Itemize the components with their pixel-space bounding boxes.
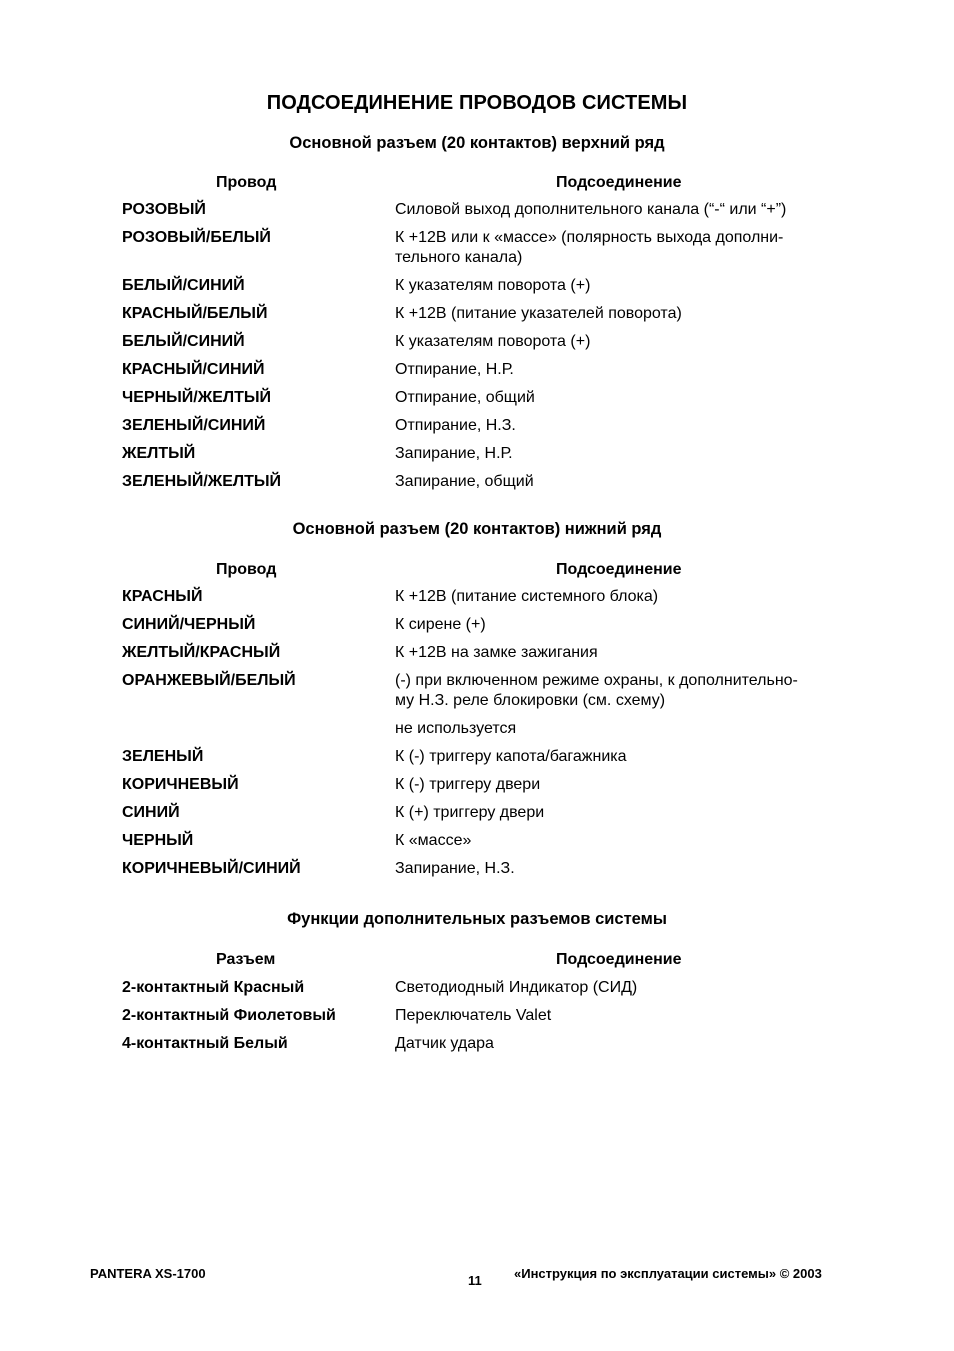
connection-line: К (-) триггеру двери	[395, 776, 541, 793]
connection-line: К +12В или к «массе» (полярность выхода дополни-	[395, 229, 784, 246]
wire-color-label: ЗЕЛЕНЫЙ/ЖЕЛТЫЙ	[122, 473, 282, 490]
table-row	[122, 747, 862, 767]
connection-description	[395, 859, 862, 879]
footer-copyright: «Инструкция по эксплуатации системы» © 2003	[514, 1266, 822, 1281]
connection-description	[395, 1006, 862, 1026]
column-header-wire: Провод	[216, 561, 277, 578]
connection-description	[395, 1034, 862, 1054]
table-row	[122, 332, 862, 352]
connection-line: К сирене (+)	[395, 616, 486, 633]
connection-description	[395, 671, 862, 711]
column-header-wire: Провод	[216, 174, 277, 191]
wire-color-label: РОЗОВЫЙ	[122, 201, 206, 218]
wire-color-label: БЕЛЫЙ/СИНИЙ	[122, 333, 245, 350]
table-row	[122, 643, 862, 663]
connection-line: Датчик удара	[395, 1035, 494, 1052]
connection-description	[395, 200, 862, 220]
wire-color-label: КРАСНЫЙ/БЕЛЫЙ	[122, 305, 268, 322]
connection-description	[395, 719, 862, 739]
table-row	[122, 200, 862, 220]
connection-line: Отпирание, общий	[395, 389, 535, 406]
connection-description	[395, 831, 862, 851]
table-row	[122, 978, 862, 998]
wire-color-label: СИНИЙ/ЧЕРНЫЙ	[122, 616, 256, 633]
connection-line: Силовой выход дополнительного канала (“-“ или “+”)	[395, 201, 787, 218]
wire-color-label: ЗЕЛЕНЫЙ	[122, 748, 204, 765]
connection-line: Запирание, Н.З.	[395, 860, 515, 877]
connection-description	[395, 803, 862, 823]
wire-color-label: КОРИЧНЕВЫЙ/СИНИЙ	[122, 860, 301, 877]
wire-color-label: КРАСНЫЙ/СИНИЙ	[122, 361, 265, 378]
connection-description	[395, 276, 862, 296]
column-header-connector: Разъем	[216, 951, 276, 968]
wire-color-label: РОЗОВЫЙ/БЕЛЫЙ	[122, 229, 271, 246]
wire-color-label: ЗЕЛЕНЫЙ/СИНИЙ	[122, 417, 266, 434]
table-row	[122, 775, 862, 795]
page-title: ПОДСОЕДИНЕНИЕ ПРОВОДОВ СИСТЕМЫ	[266, 92, 688, 114]
connection-description	[395, 615, 862, 635]
connection-line: не используется	[395, 720, 517, 737]
table-row	[122, 360, 862, 380]
table-row	[122, 615, 862, 635]
table-row	[122, 388, 862, 408]
connection-description	[395, 304, 862, 324]
connection-line: му Н.З. реле блокировки (см. схему)	[395, 692, 666, 709]
section-title-top-row: Основной разъем (20 контактов) верхний ряд	[289, 134, 665, 152]
wire-color-label: ЧЕРНЫЙ/ЖЕЛТЫЙ	[122, 389, 272, 406]
wire-color-label: СИНИЙ	[122, 804, 180, 821]
wire-color-label: КОРИЧНЕВЫЙ	[122, 776, 239, 793]
column-header-connection: Подсоединение	[556, 951, 682, 968]
connection-line: К +12В на замке зажигания	[395, 644, 598, 661]
table-row	[122, 587, 862, 607]
section-title-bottom-row: Основной разъем (20 контактов) нижний ряд	[292, 520, 662, 538]
table-row	[122, 416, 862, 436]
wire-color-label: 2-контактный Красный	[122, 979, 305, 996]
connection-line: Запирание, Н.Р.	[395, 445, 513, 462]
connection-line: Светодиодный Индикатор (СИД)	[395, 979, 638, 996]
wire-color-label: ЧЕРНЫЙ	[122, 832, 194, 849]
connection-description	[395, 332, 862, 352]
wire-table-top-row	[122, 200, 862, 500]
connection-description	[395, 587, 862, 607]
table-row	[122, 719, 862, 739]
wire-color-label: ЖЕЛТЫЙ	[122, 445, 196, 462]
connection-line: К указателям поворота (+)	[395, 333, 591, 350]
table-row	[122, 831, 862, 851]
page-number: 11	[468, 1273, 482, 1288]
wire-color-label: 4-контактный Белый	[122, 1035, 288, 1052]
table-row	[122, 304, 862, 324]
connection-description	[395, 444, 862, 464]
table-row	[122, 276, 862, 296]
table-row	[122, 472, 862, 492]
table-row	[122, 228, 862, 268]
connection-line: Запирание, общий	[395, 473, 534, 490]
connector-table	[122, 978, 862, 1062]
table-row	[122, 671, 862, 711]
wire-table-bottom-row	[122, 587, 862, 887]
connection-line: Отпирание, Н.З.	[395, 417, 516, 434]
connection-line: К (+) триггеру двери	[395, 804, 545, 821]
connection-line: К (-) триггеру капота/багажника	[395, 748, 627, 765]
section-title-extra-connectors: Функции дополнительных разъемов системы	[287, 910, 667, 928]
connection-description	[395, 416, 862, 436]
table-row	[122, 444, 862, 464]
wire-color-label	[122, 719, 395, 739]
connection-description	[395, 360, 862, 380]
connection-line: К +12В (питание системного блока)	[395, 588, 659, 605]
connection-line: тельного канала)	[395, 249, 523, 266]
connection-description	[395, 388, 862, 408]
connection-description	[395, 747, 862, 767]
connection-line: (-) при включенном режиме охраны, к дополнительно-	[395, 672, 798, 689]
wire-color-label: КРАСНЫЙ	[122, 588, 203, 605]
connection-description	[395, 978, 862, 998]
connection-description	[395, 472, 862, 492]
wire-color-label: ЖЕЛТЫЙ/КРАСНЫЙ	[122, 644, 281, 661]
table-row	[122, 803, 862, 823]
connection-description	[395, 775, 862, 795]
connection-line: К «массе»	[395, 832, 472, 849]
connection-line: К +12В (питание указателей поворота)	[395, 305, 682, 322]
table-row	[122, 859, 862, 879]
wire-color-label: 2-контактный Фиолетовый	[122, 1007, 336, 1024]
connection-line: Переключатель Valet	[395, 1007, 552, 1024]
connection-description	[395, 228, 862, 268]
wire-color-label: БЕЛЫЙ/СИНИЙ	[122, 277, 245, 294]
column-header-connection: Подсоединение	[556, 174, 682, 191]
wire-color-label: ОРАНЖЕВЫЙ/БЕЛЫЙ	[122, 672, 296, 689]
connection-line: Отпирание, Н.Р.	[395, 361, 514, 378]
connection-description	[395, 643, 862, 663]
table-row	[122, 1034, 862, 1054]
table-row	[122, 1006, 862, 1026]
footer-model: PANTERA XS-1700	[90, 1266, 206, 1281]
connection-line: К указателям поворота (+)	[395, 277, 591, 294]
column-header-connection: Подсоединение	[556, 561, 682, 578]
